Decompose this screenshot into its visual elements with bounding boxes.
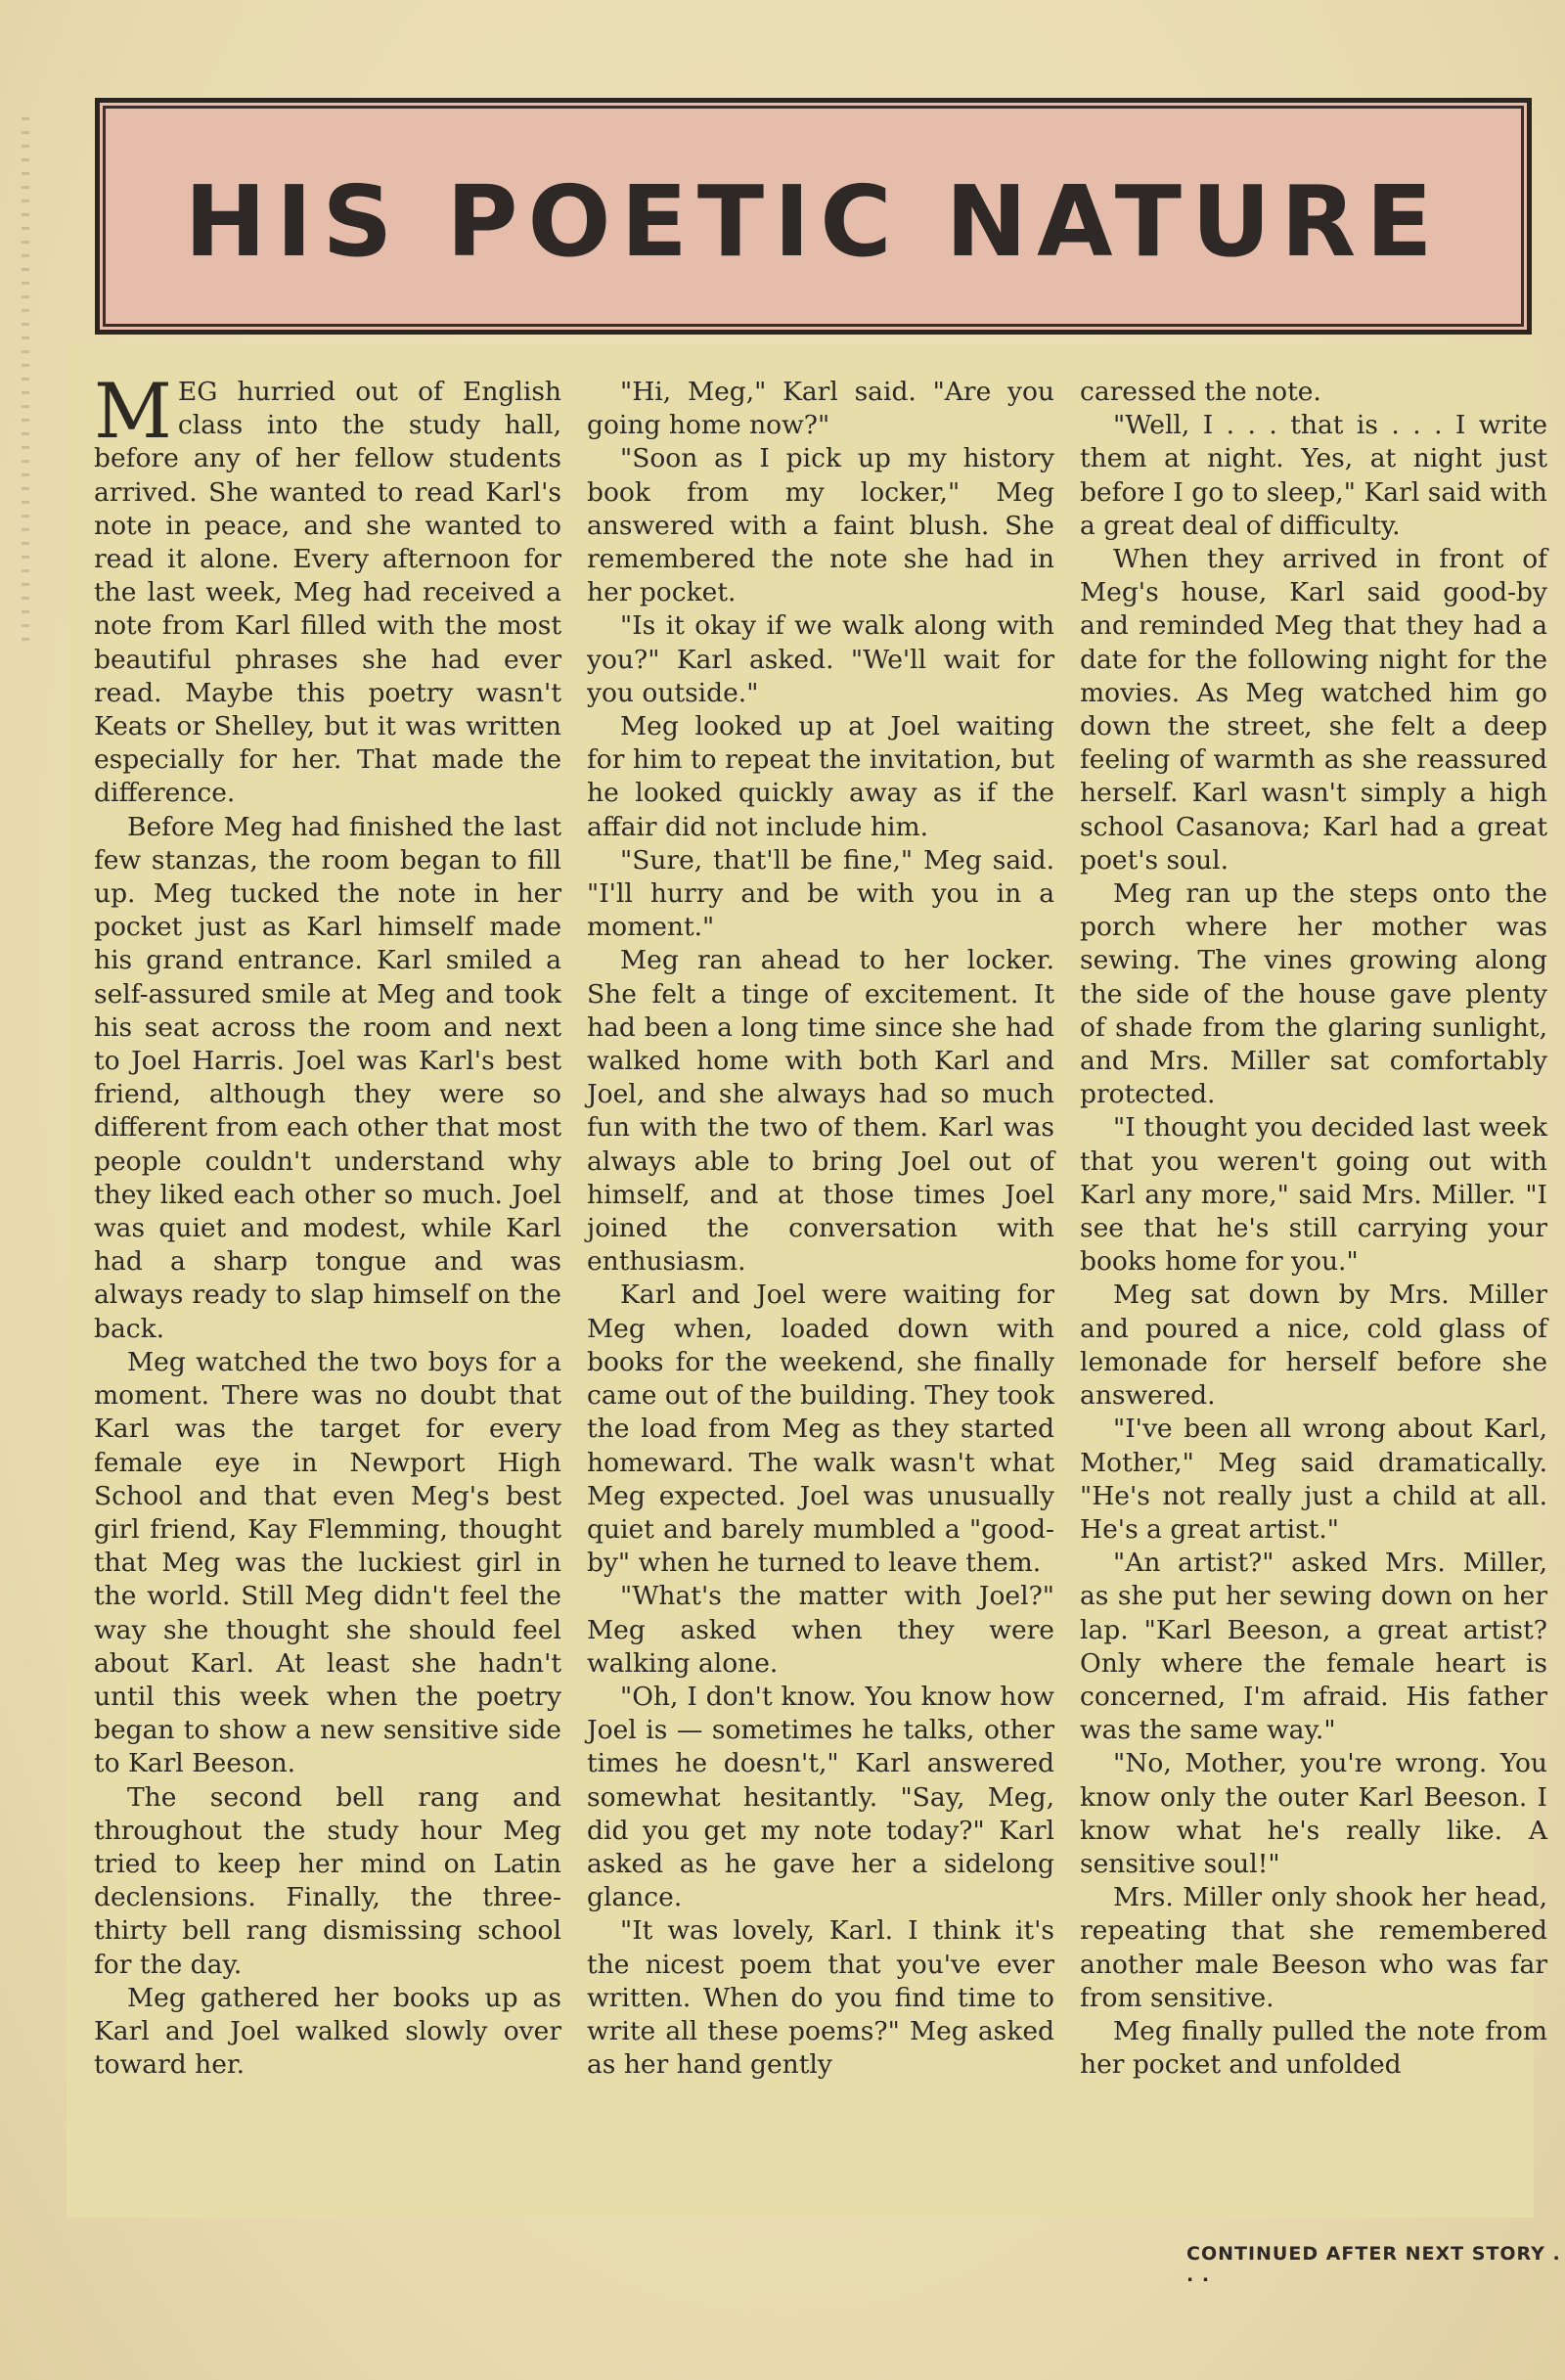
drop-cap: M bbox=[94, 368, 172, 456]
title-banner bbox=[95, 98, 1532, 335]
paragraph: "Hi, Meg," Karl said. "Are you going home now?" bbox=[587, 377, 1054, 441]
story-title: HIS POETIC NATURE bbox=[184, 163, 1443, 279]
paragraph-text: EG hurried out of English class into the study hall, before any of her fellow students arrived. She wanted to read Karl's note in peace, and she wanted to read it alone. Every afternoon for the last week, Meg had received a note from Karl filled with the most beautiful phrases she had ever read. Maybe this poetry wasn't Keats or Shelley, but it was written especially for her. That made the difference. bbox=[94, 377, 561, 809]
paragraph: caressed the note. bbox=[1080, 377, 1321, 407]
paragraph: Meg finally pulled the note from her pocket and unfolded bbox=[1080, 2015, 1547, 2081]
paragraph: Meg ran up the steps onto the porch where her mother was sewing. The vines growing along the side of the house gave plenty of shade from the glaring sunlight, and Mrs. Miller sat comfortably protected. bbox=[1080, 878, 1547, 1110]
story-columns bbox=[94, 368, 1547, 2082]
paragraph: "It was lovely, Karl. I think it's the nicest poem that you've ever written. When do you find time to write all these poems?" Meg asked as her hand gently bbox=[587, 1915, 1054, 2081]
paragraph: "Soon as I pick up my history book from my locker," Meg answered with a faint blush. She remembered the note she had in her pocket. bbox=[587, 443, 1054, 608]
paragraph: "Well, I . . . that is . . . I write them at night. Yes, at night just before I go to sleep," Karl said with a great deal of difficulty. bbox=[1080, 410, 1547, 541]
paragraph: Karl and Joel were waiting for Meg when, loaded down with books for the weekend, she finally came out of the building. They took the load from Meg as they started homeward. The walk wasn't what Meg expected. Joel was unusually quiet and barely mumbled a "good-by" when he turned to leave them. bbox=[587, 1280, 1054, 1579]
paragraph: Meg looked up at Joel waiting for him to repeat the invitation, but he looked quickly away as if the affair did not include him. bbox=[587, 711, 1054, 842]
column-2 bbox=[587, 376, 1054, 2082]
paragraph: "I've been all wrong about Karl, Mother," Meg said dramatically. "He's not really just a child at all. He's a great artist." bbox=[1080, 1414, 1547, 1545]
paragraph: Meg ran ahead to her locker. She felt a tinge of excitement. It had been a long time since she had walked home with both Karl and Joel, and she always had so much fun with the two of them. Karl was always able to bring Joel out of himself, and at those times Joel joined the conversation with enthusiasm. bbox=[587, 945, 1054, 1278]
column-3 bbox=[1080, 376, 1547, 2082]
paragraph: "No, Mother, you're wrong. You know only the outer Karl Beeson. I know what he's really like. A sensitive soul!" bbox=[1080, 1748, 1547, 1879]
paragraph: "I thought you decided last week that you weren't going out with Karl any more," said Mrs. Miller. "I see that he's still carrying your books home for you." bbox=[1080, 1112, 1547, 1278]
paragraph: The second bell rang and throughout the study hour Meg tried to keep her mind on Latin declensions. Finally, the three-thirty bell rang dismissing school for the day. bbox=[94, 1781, 561, 1980]
column-1 bbox=[94, 368, 561, 2082]
paragraph: Mrs. Miller only shook her head, repeating that she remembered another male Beeson who was far from sensitive. bbox=[1080, 1882, 1547, 2013]
paragraph: Before Meg had finished the last few stanzas, the room began to fill up. Meg tucked the note in her pocket just as Karl himself made his grand entrance. Karl smiled a self-assured smile at Meg and took his seat across the room and next to Joel Harris. Joel was Karl's best friend, although they were so different from each other that most people couldn't understand why they liked each other so much. Joel was quiet and modest, while Karl had a sharp tongue and was always ready to slap himself on the back. bbox=[94, 811, 561, 1344]
paragraph: "What's the matter with Joel?" Meg asked when they were walking alone. bbox=[587, 1581, 1054, 1679]
paragraph: "Sure, that'll be fine," Meg said. "I'll hurry and be with you in a moment." bbox=[587, 844, 1054, 943]
continued-note: CONTINUED AFTER NEXT STORY . . . bbox=[1186, 2243, 1561, 2286]
paragraph: "An artist?" asked Mrs. Miller, as she put her sewing down on her lap. "Karl Beeson, a great artist? Only where the female heart is concerned, I'm afraid. His father was the same way." bbox=[1080, 1548, 1547, 1746]
binding-margin-dots bbox=[22, 117, 29, 646]
paragraph: When they arrived in front of Meg's house, Karl said good-by and reminded Meg that they had a date for the following night for the movies. As Meg watched him go down the street, she felt a deep feeling of warmth as she reassured herself. Karl wasn't simply a high school Casanova; Karl had a great poet's soul. bbox=[1080, 544, 1547, 876]
paragraph: "Oh, I don't know. You know how Joel is — sometimes he talks, other times he doesn't," Karl answered somewhat hesitantly. "Say, Meg, did you get my note today?" Karl asked as he gave her a sidelong glance. bbox=[587, 1681, 1054, 1913]
paragraph: Meg sat down by Mrs. Miller and poured a nice, cold glass of lemonade for herself before she answered. bbox=[1080, 1280, 1547, 1412]
paragraph bbox=[94, 368, 561, 811]
paragraph: "Is it okay if we walk along with you?" Karl asked. "We'll wait for you outside." bbox=[587, 610, 1054, 708]
paragraph: Meg watched the two boys for a moment. There was no doubt that Karl was the target for every female eye in Newport High School and that even Meg's best girl friend, Kay Flemming, thought that Meg was the luckiest girl in the world. Still Meg didn't feel the way she thought she should feel about Karl. At least she hadn't until this week when the poetry began to show a new sensitive side to Karl Beeson. bbox=[94, 1346, 561, 1779]
paragraph: Meg gathered her books up as Karl and Joel walked slowly over toward her. bbox=[94, 1982, 561, 2081]
